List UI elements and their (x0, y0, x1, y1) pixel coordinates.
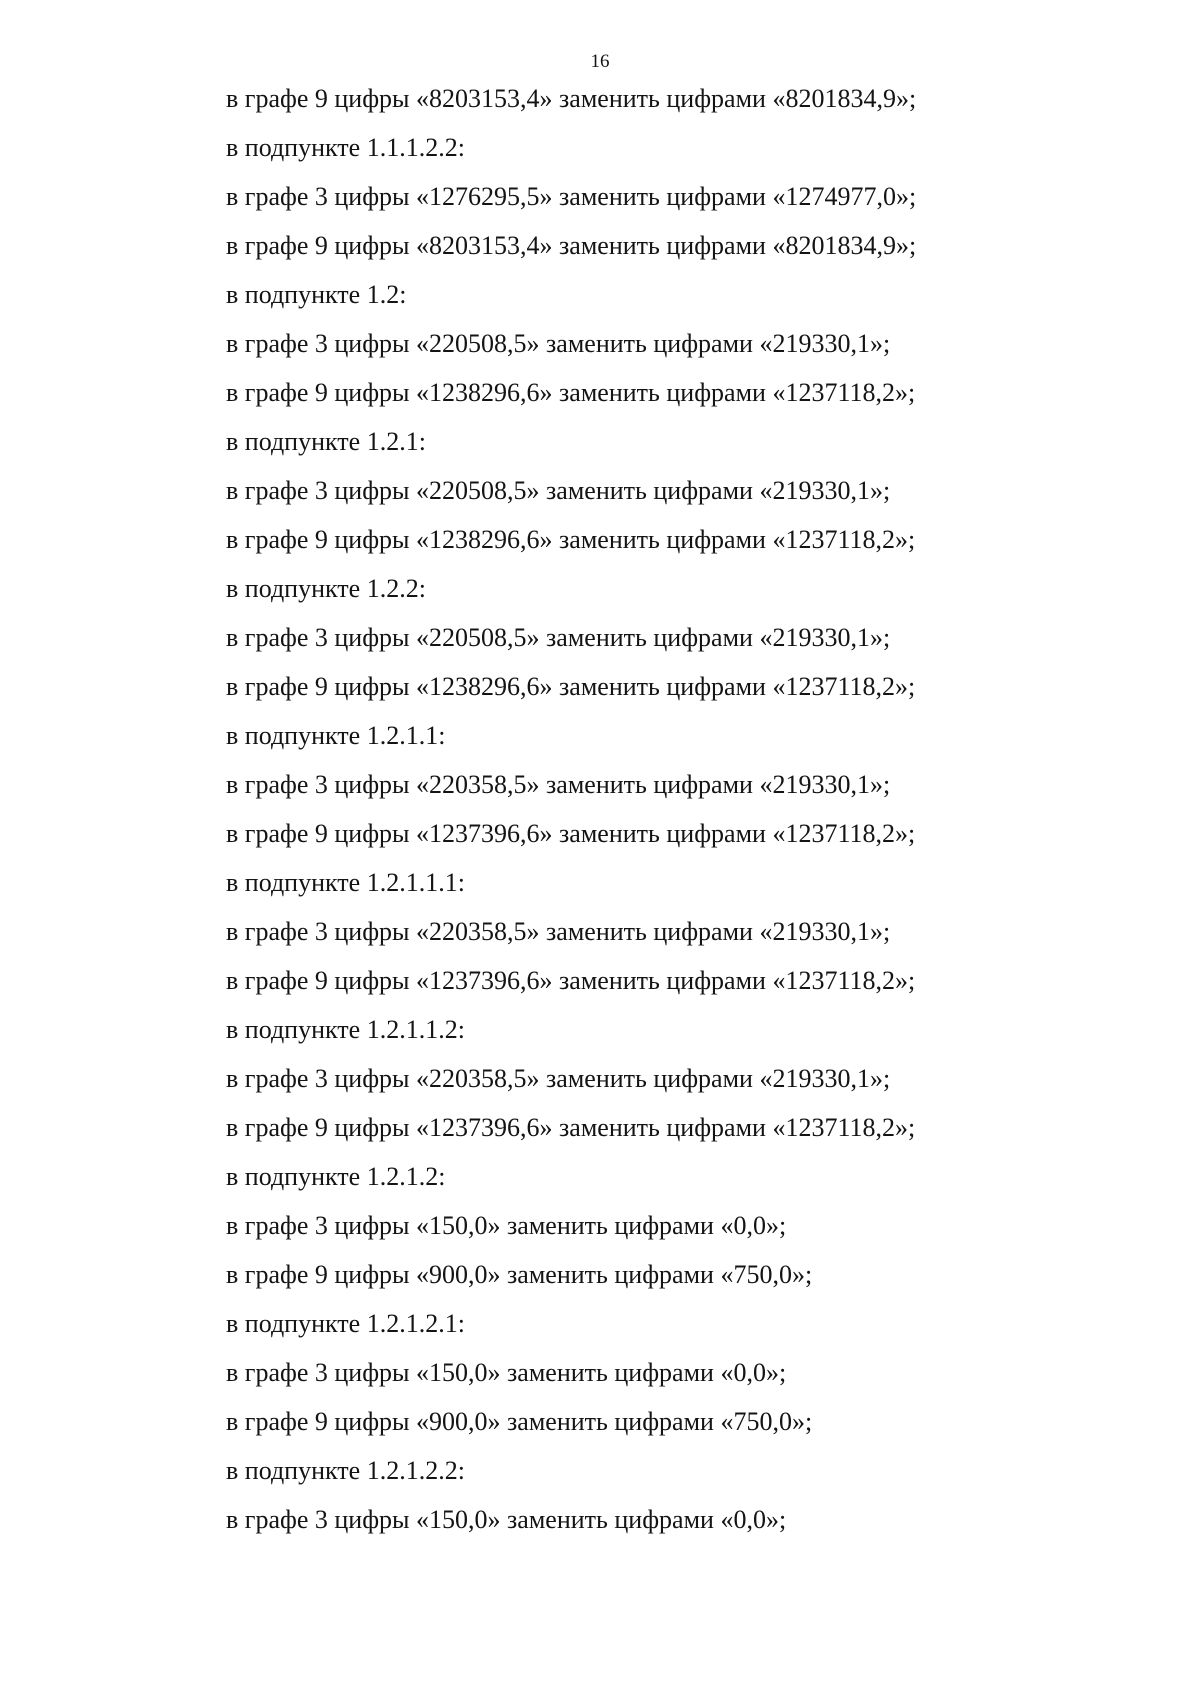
text-line: в графе 3 цифры «150,0» заменить цифрами «0,0»; (226, 1505, 787, 1534)
text-line: в графе 9 цифры «1238296,6» заменить цифрами «1237118,2»; (226, 525, 916, 554)
subitem-heading: в подпункте 1.2.1.1: (226, 721, 446, 750)
page-number: 16 (590, 51, 610, 72)
text-line: в графе 9 цифры «8203153,4» заменить цифрами «8201834,9»; (226, 231, 917, 260)
text-line: в графе 3 цифры «150,0» заменить цифрами «0,0»; (226, 1211, 787, 1240)
document-body (226, 74, 1086, 1544)
subitem-heading: в подпункте 1.2.1.2.2: (226, 1456, 465, 1485)
subitem-heading: в подпункте 1.1.1.2.2: (226, 133, 465, 162)
text-line: в графе 3 цифры «220358,5» заменить цифрами «219330,1»; (226, 770, 891, 799)
subitem-heading: в подпункте 1.2: (226, 280, 407, 309)
text-line: в графе 3 цифры «1276295,5» заменить цифрами «1274977,0»; (226, 182, 917, 211)
subitem-heading: в подпункте 1.2.1.1.1: (226, 868, 465, 897)
text-line: в графе 9 цифры «1237396,6» заменить цифрами «1237118,2»; (226, 819, 916, 848)
text-line: в графе 9 цифры «1238296,6» заменить цифрами «1237118,2»; (226, 378, 916, 407)
text-line: в графе 9 цифры «1238296,6» заменить цифрами «1237118,2»; (226, 672, 916, 701)
subitem-heading: в подпункте 1.2.1.2.1: (226, 1309, 465, 1338)
text-line: в графе 9 цифры «1237396,6» заменить цифрами «1237118,2»; (226, 966, 916, 995)
text-line: в графе 3 цифры «220358,5» заменить цифрами «219330,1»; (226, 917, 891, 946)
subitem-heading: в подпункте 1.2.1: (226, 427, 426, 456)
text-line: в графе 3 цифры «220508,5» заменить цифрами «219330,1»; (226, 623, 891, 652)
subitem-heading: в подпункте 1.2.1.1.2: (226, 1015, 465, 1044)
subitem-heading: в подпункте 1.2.1.2: (226, 1162, 446, 1191)
text-line: в графе 9 цифры «8203153,4» заменить цифрами «8201834,9»; (226, 84, 917, 113)
text-line: в графе 9 цифры «1237396,6» заменить цифрами «1237118,2»; (226, 1113, 916, 1142)
text-line: в графе 3 цифры «220508,5» заменить цифрами «219330,1»; (226, 329, 891, 358)
text-line: в графе 9 цифры «900,0» заменить цифрами «750,0»; (226, 1407, 813, 1436)
text-line: в графе 3 цифры «150,0» заменить цифрами «0,0»; (226, 1358, 787, 1387)
subitem-heading: в подпункте 1.2.2: (226, 574, 426, 603)
text-line: в графе 9 цифры «900,0» заменить цифрами «750,0»; (226, 1260, 813, 1289)
text-line: в графе 3 цифры «220358,5» заменить цифрами «219330,1»; (226, 1064, 891, 1093)
text-line: в графе 3 цифры «220508,5» заменить цифрами «219330,1»; (226, 476, 891, 505)
